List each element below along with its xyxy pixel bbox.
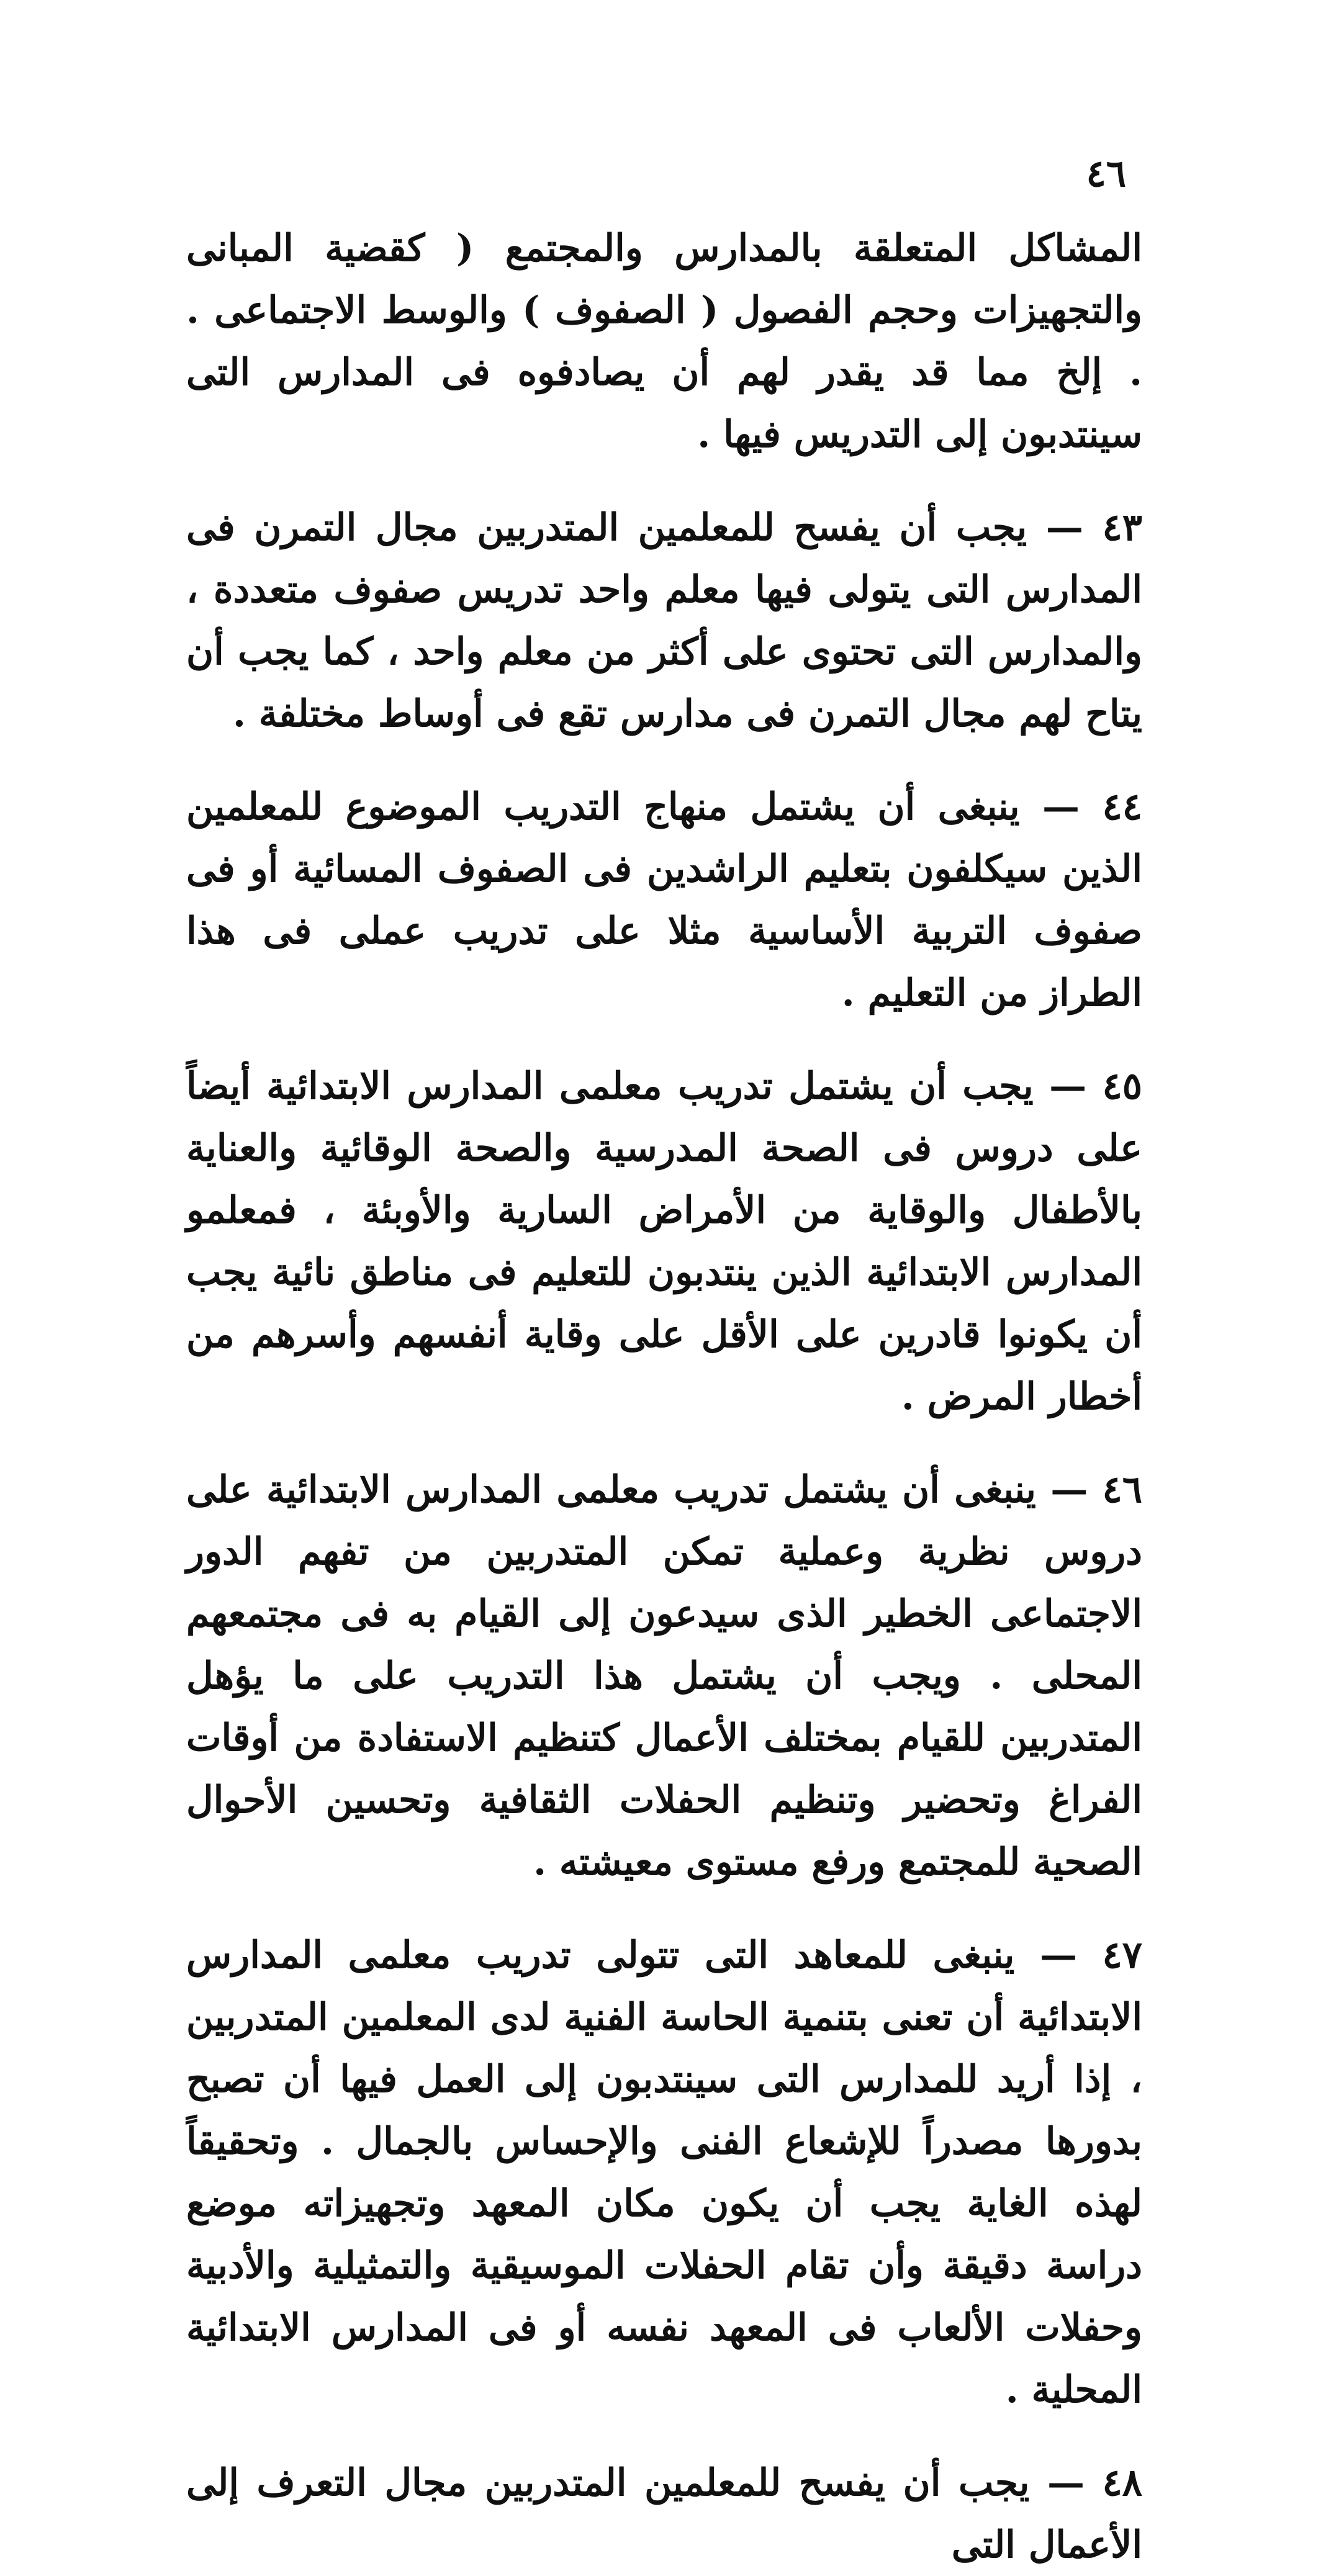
paragraph-45 bbox=[186, 1055, 1142, 1428]
paragraph-43 bbox=[186, 497, 1142, 745]
paragraph-number: ٤٥ — bbox=[1033, 1065, 1142, 1108]
paragraph-text: ينبغى أن يشتمل منهاج التدريب الموضوع للمعلمين الذين سيكلفون بتعليم الراشدين فى الصفوف المسائية أو فى صفوف التربية الأساسية مثلا على تدريب عملى فى هذا الطراز من التعليم . bbox=[186, 785, 1142, 1015]
paragraph-46 bbox=[186, 1459, 1142, 1893]
paragraph-48 bbox=[186, 2452, 1142, 2576]
paragraph-text: ينبغى للمعاهد التى تتولى تدريب معلمى المدارس الابتدائية أن تعنى بتنمية الحاسة الفنية لدى المعلمين المتدربين ، إذا أريد للمدارس التى سينتدبون إلى العمل فيها أن تصبح بدورها مصدراً للإشعاع الفنى والإحساس بالجمال . وتحقيقاً لهذه الغاية يجب أن يكون مكان المعهد وتجهيزاته موضع دراسة دقيقة وأن تقام الحفلات الموسيقية والتمثيلية والأدبية وحفلات الألعاب فى المعهد نفسه أو فى المدارس الابتدائية المحلية . bbox=[186, 1934, 1142, 2412]
paragraph-intro bbox=[186, 217, 1142, 466]
page-number: ٤٦ bbox=[1086, 152, 1126, 196]
paragraph-number: ٤٦ — bbox=[1035, 1468, 1142, 1511]
paragraph-44 bbox=[186, 776, 1142, 1024]
paragraph-number: ٤٧ — bbox=[1014, 1934, 1142, 1977]
paragraph-text: يجب أن يفسح للمعلمين المتدربين مجال التعرف إلى الأعمال التى bbox=[186, 2461, 1142, 2567]
paragraph-text: المشاكل المتعلقة بالمدارس والمجتمع ( كقضية المبانى والتجهيزات وحجم الفصول ( الصفوف ) والوسط الاجتماعى . . إلخ مما قد يقدر لهم أن يصادفوه فى المدارس التى سينتدبون إلى التدريس فيها . bbox=[186, 227, 1142, 456]
paragraph-text: يجب أن يفسح للمعلمين المتدربين مجال التمرن فى المدارس التى يتولى فيها معلم واحد تدريس صفوف متعددة ، والمدارس التى تحتوى على أكثر من معلم واحد ، كما يجب أن يتاح لهم مجال التمرن فى مدارس تقع فى أوساط مختلفة . bbox=[186, 506, 1142, 736]
paragraph-number: ٤٣ — bbox=[1027, 506, 1142, 549]
paragraph-text: ينبغى أن يشتمل تدريب معلمى المدارس الابتدائية على دروس نظرية وعملية تمكن المتدربين من تفهم الدور الاجتماعى الخطير الذى سيدعون إلى القيام به فى مجتمعهم المحلى . ويجب أن يشتمل هذا التدريب على ما يؤهل المتدربين للقيام بمختلف الأعمال كتنظيم الاستفادة من أوقات الفراغ وتحضير وتنظيم الحفلات الثقافية وتحسين الأحوال الصحية للمجتمع ورفع مستوى معيشته . bbox=[186, 1468, 1143, 1884]
paragraph-number: ٤٤ — bbox=[1019, 785, 1142, 829]
paragraph-47 bbox=[186, 1924, 1142, 2421]
paragraph-number: ٤٨ — bbox=[1029, 2461, 1142, 2505]
body-text bbox=[186, 217, 1142, 2576]
paragraph-text: يجب أن يشتمل تدريب معلمى المدارس الابتدائية أيضاً على دروس فى الصحة المدرسية والصحة الوقائية والعناية بالأطفال والوقاية من الأمراض السارية والأوبئة ، فمعلمو المدارس الابتدائية الذين ينتدبون للتعليم فى مناطق نائية يجب أن يكونوا قادرين على الأقل على وقاية أنفسهم وأسرهم من أخطار المرض . bbox=[186, 1065, 1142, 1418]
